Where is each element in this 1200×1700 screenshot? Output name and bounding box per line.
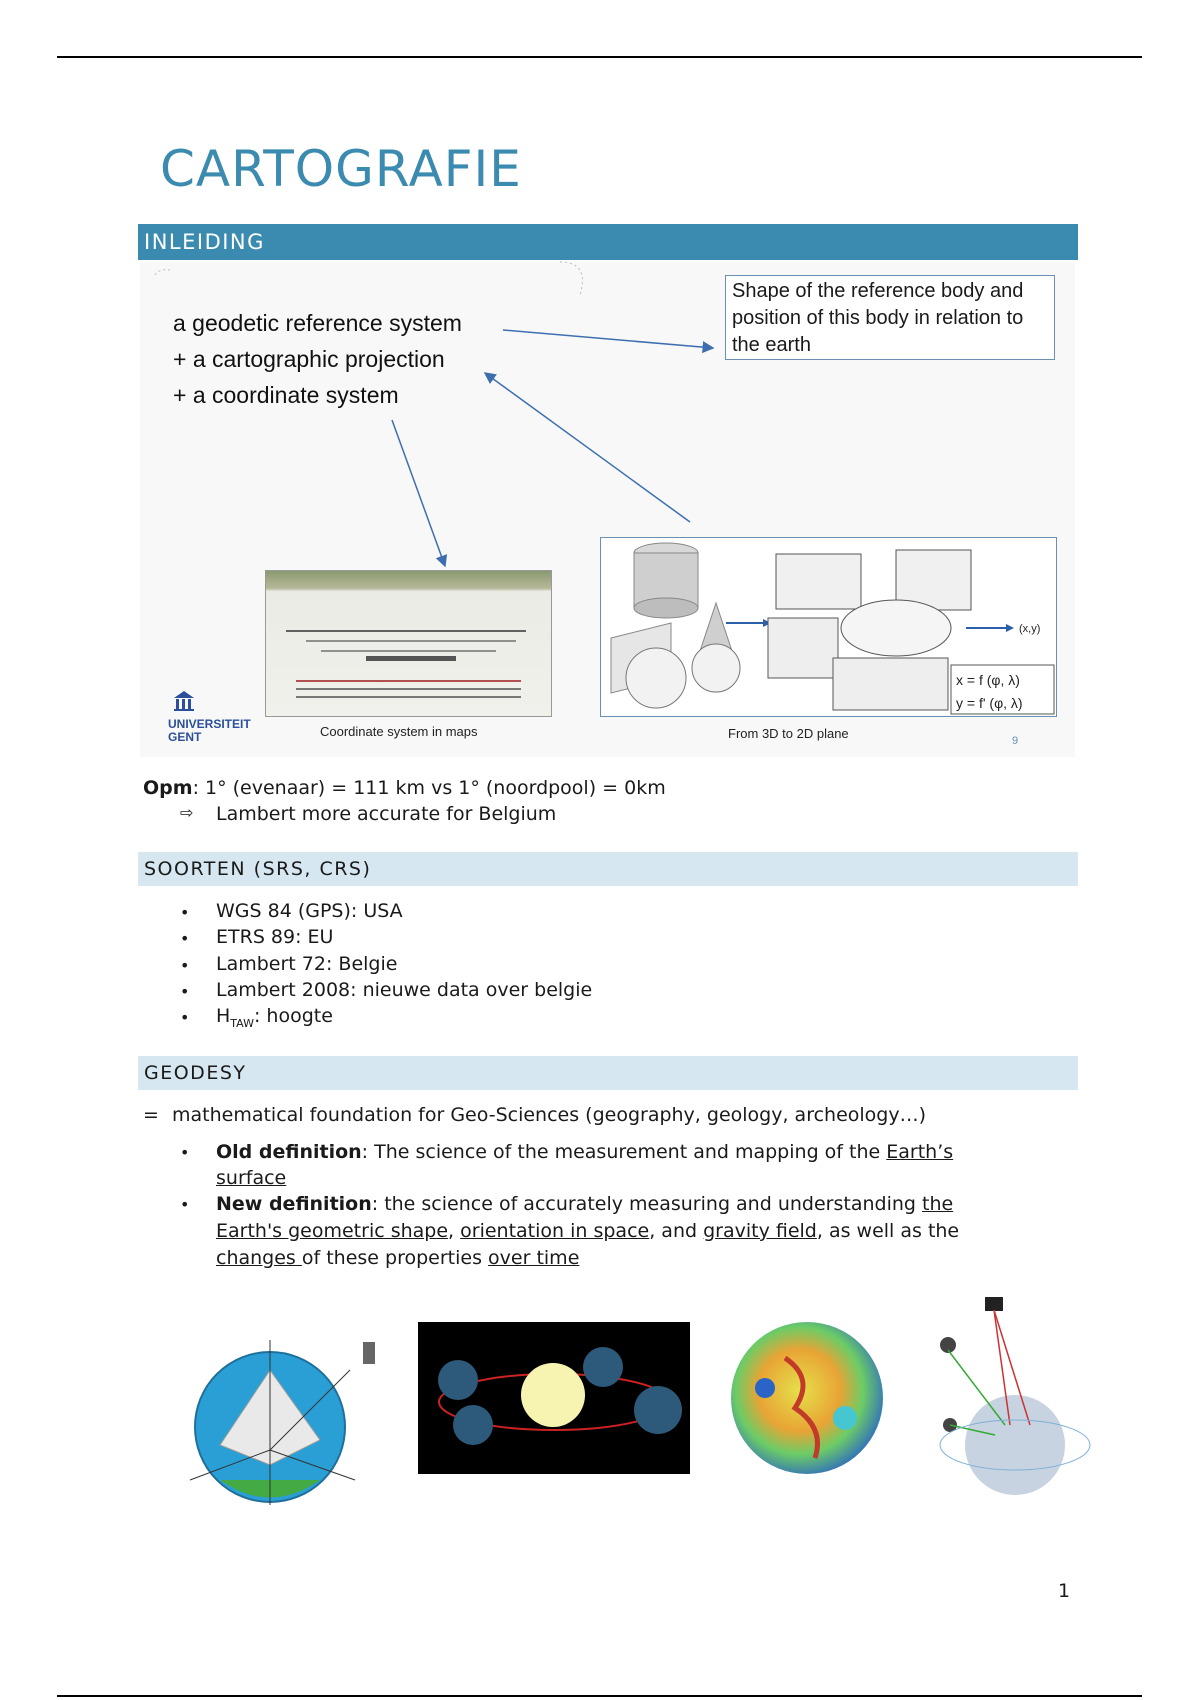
university-name: UNIVERSITEIT	[168, 717, 251, 731]
new-definition-line3: changes of these properties over time	[216, 1247, 580, 1269]
slide-number: 9	[1012, 735, 1019, 747]
opm-text: : 1° (evenaar) = 111 km vs 1° (noordpool) = 0km	[192, 777, 666, 799]
slide-line-2: + a cartographic projection	[173, 346, 445, 372]
coordinate-map-image	[265, 570, 552, 717]
opm-line	[143, 777, 666, 799]
bullet-icon: •	[180, 1195, 190, 1214]
soorten-item-htaw: $H_{TAW}$: hoogte	[216, 1005, 333, 1030]
caption-coordinate-system: Coordinate system in maps	[320, 724, 478, 739]
bullet-icon: •	[180, 903, 190, 922]
formula-y: y = f' (φ, λ)	[956, 695, 1023, 711]
formula-xy: (x,y)	[1019, 623, 1041, 635]
page-number: 1	[1058, 1580, 1071, 1602]
new-definition-line1: New definition: the science of accurately measuring and understanding the	[216, 1193, 954, 1215]
bullet-icon: •	[180, 956, 190, 975]
slide-callout: Shape of the reference body and position of this body in relation to the earth	[725, 275, 1055, 360]
soorten-item: WGS 84 (GPS): USA	[216, 900, 403, 922]
bullet-icon: •	[180, 982, 190, 1001]
bullet-icon: •	[180, 929, 190, 948]
ugent-logo-icon	[172, 690, 196, 712]
opm-label: Opm	[143, 777, 193, 799]
section-heading-soorten: SOORTEN (SRS, CRS)	[138, 852, 1078, 886]
caption-3d-to-2d: From 3D to 2D plane	[728, 726, 849, 741]
bullet-icon: •	[180, 1008, 190, 1027]
page-title: CARTOGRAFIE	[160, 140, 522, 198]
soorten-item: Lambert 72: Belgie	[216, 953, 398, 975]
soorten-item: ETRS 89: EU	[216, 926, 334, 948]
opm-sub: Lambert more accurate for Belgium	[216, 803, 557, 825]
old-definition-line1: Old definition: The science of the measurement and mapping of the Earth’s	[216, 1141, 954, 1163]
satellite-geodesy-figure	[920, 1295, 1095, 1525]
slide-line-1: a geodetic reference system	[173, 310, 462, 336]
projection-diagram	[600, 537, 1057, 717]
university-city: GENT	[168, 730, 202, 744]
new-definition-line2: Earth's geometric shape, orientation in space, and gravity field, as well as the	[216, 1220, 960, 1242]
section-heading-geodesy: GEODESY	[138, 1056, 1078, 1090]
old-definition-line2: surface	[216, 1167, 287, 1189]
bottom-rule	[57, 1695, 1142, 1697]
geodesy-intro: mathematical foundation for Geo-Sciences (geography, geology, archeology…)	[172, 1104, 927, 1126]
formula-x: x = f (φ, λ)	[956, 672, 1020, 688]
geoid-gravity-figure	[725, 1318, 890, 1478]
earth-coordinates-figure	[180, 1330, 390, 1515]
bullet-icon: •	[180, 1143, 190, 1162]
earth-orbit-figure	[418, 1322, 690, 1474]
section-heading-inleiding: INLEIDING	[138, 224, 1078, 260]
geodesy-eq: =	[143, 1104, 159, 1126]
slide-line-3: + a coordinate system	[173, 382, 399, 408]
soorten-item: Lambert 2008: nieuwe data over belgie	[216, 979, 593, 1001]
opm-arrow-icon: ⇨	[180, 803, 194, 822]
